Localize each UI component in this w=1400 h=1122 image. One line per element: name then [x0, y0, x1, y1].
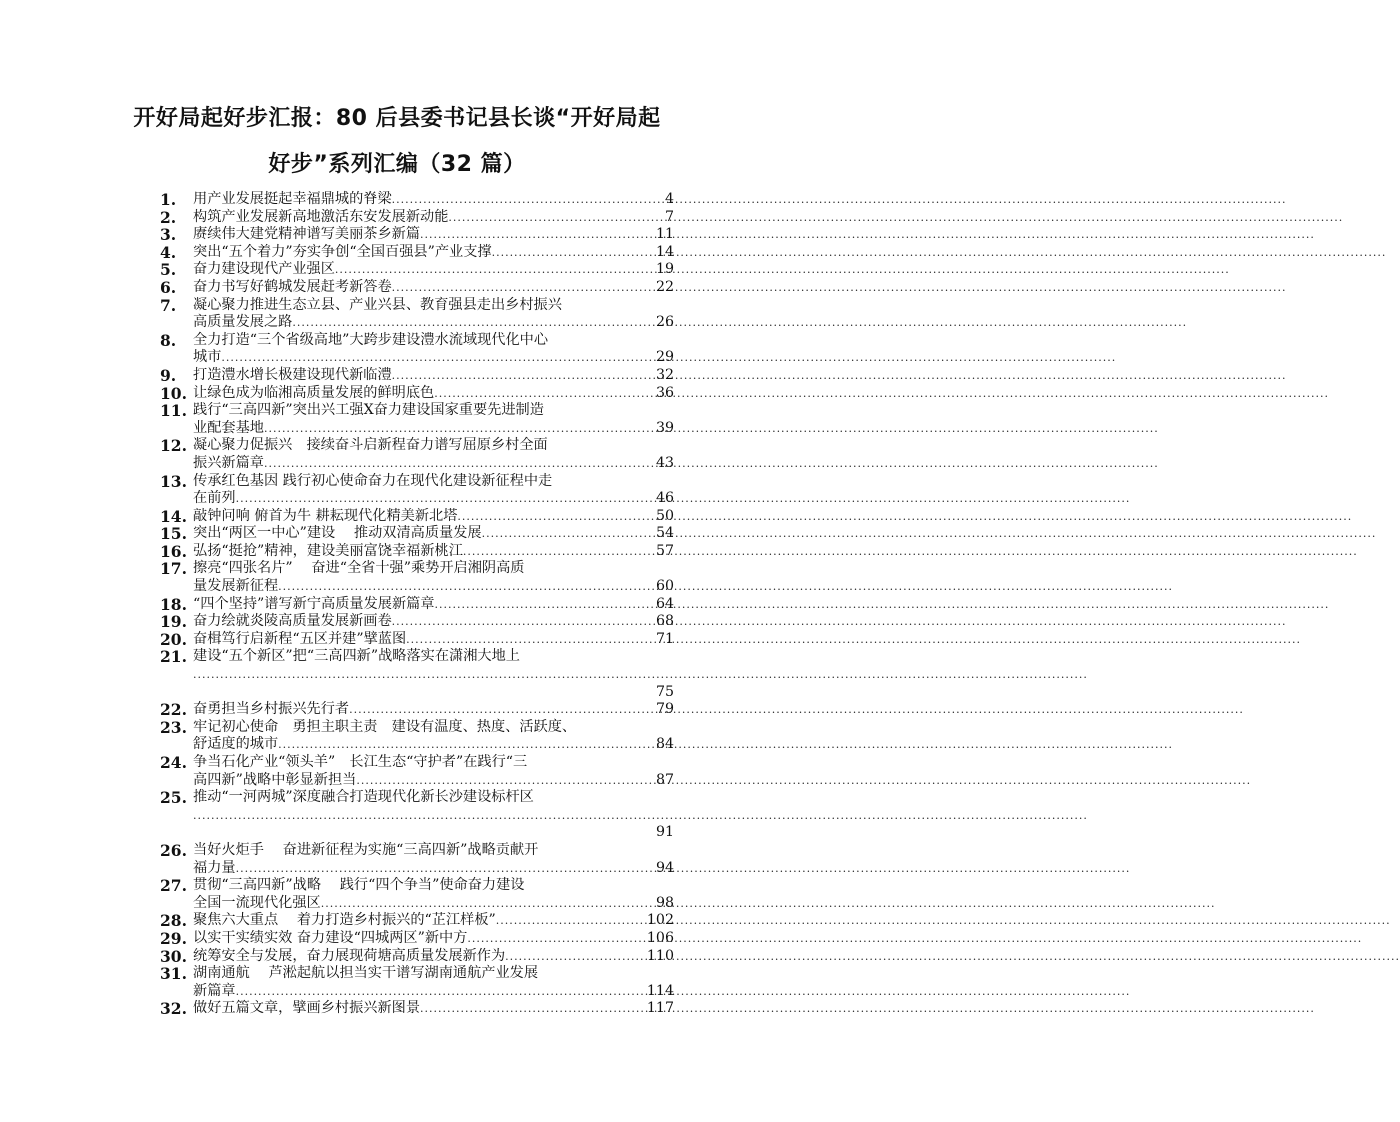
dot-leader: [356, 772, 655, 790]
toc-entry-body: [193, 261, 674, 279]
toc-entry[interactable]: [160, 473, 674, 508]
toc-entry[interactable]: [160, 279, 674, 297]
toc-entry-title: 践行“三高四新”突出兴工强X奋力建设国家重要先进制造: [193, 402, 544, 419]
toc-entry-line: [193, 560, 674, 578]
toc-entry-title: 奋力绘就炎陵高质量发展新画卷: [193, 613, 392, 630]
toc-entry-page: 87: [655, 771, 674, 788]
toc-entry-number: 3.: [160, 225, 177, 245]
toc-entry-body: [193, 297, 674, 332]
toc-entry-body: [193, 596, 674, 614]
toc-entry-number: 28.: [160, 911, 187, 931]
toc-entry-line: [193, 349, 674, 367]
dot-leader: [236, 860, 655, 878]
toc-entry-number: 29.: [160, 928, 187, 948]
toc-entry-number: 20.: [160, 629, 187, 649]
toc-entry-body: [193, 631, 674, 649]
toc-entry-body: [193, 789, 674, 842]
toc-entry-body: [193, 754, 674, 789]
toc-entry-title: 凝心聚力促振兴 接续奋斗启新程奋力谱写屈原乡村全面: [193, 437, 548, 454]
dot-leader: [505, 948, 646, 966]
toc-entry-number: 4.: [160, 242, 177, 262]
toc-entry-number: 5.: [160, 260, 177, 280]
toc-entry-page: 98: [655, 894, 674, 911]
toc-entry-body: [193, 543, 674, 561]
toc-entry-page: 4: [664, 191, 674, 207]
toc-entry-line: [193, 648, 674, 666]
toc-entry-page: 7: [664, 208, 674, 225]
toc-entry-line: [193, 789, 674, 807]
dot-leader: [193, 807, 674, 825]
toc-entry-title: 构筑产业发展新高地激活东安发展新动能: [193, 208, 449, 225]
toc-entry-title: “四个坚持”谱写新宁高质量发展新篇章: [193, 595, 435, 612]
toc-entry-page: 68: [655, 613, 674, 630]
dot-leader: [482, 525, 655, 543]
toc-entry-title: 量发展新征程: [193, 578, 279, 595]
dot-leader: [392, 613, 655, 631]
toc-entry-title: 让绿色成为临湘高质量发展的鲜明底色: [193, 384, 435, 401]
toc-entry-body: [193, 226, 674, 244]
toc-entry-page: 71: [655, 630, 674, 647]
toc-entry-body: [193, 948, 674, 966]
toc-entry-page: 110: [646, 947, 674, 964]
toc-entry-page: 106: [646, 929, 674, 946]
dot-leader: [392, 279, 655, 297]
toc-entry[interactable]: [160, 261, 674, 279]
dot-leader: [236, 983, 646, 1001]
toc-entry-body: [193, 385, 674, 403]
toc-entry-number: 7.: [160, 295, 177, 315]
toc-entry-title: 奋楫笃行启新程“五区并建”擘蓝图: [193, 630, 407, 647]
toc-entry-line: [193, 314, 674, 332]
toc-entry-line: [193, 965, 674, 983]
toc-entry-line: [193, 455, 674, 473]
toc-entry-title: 高质量发展之路: [193, 314, 293, 331]
toc-entry[interactable]: [160, 789, 674, 842]
toc-entry-line: [193, 877, 674, 895]
dot-leader: [278, 736, 655, 754]
toc-entry-line: [193, 912, 674, 930]
toc-entry-line: [193, 948, 674, 966]
toc-entry-body: [193, 437, 674, 472]
toc-entry-title: 敲钟问响 俯首为牛 耕耘现代化精美新北塔: [193, 507, 458, 524]
dot-leader: [392, 367, 655, 385]
toc-entry-page: 26: [655, 314, 674, 331]
toc-entry-number: 10.: [160, 383, 187, 403]
toc-entry-body: [193, 402, 674, 437]
toc-entry[interactable]: [160, 191, 674, 209]
toc-entry-title: 用产业发展挺起幸福鼎城的脊梁: [193, 191, 392, 207]
toc-entry-page: 19: [655, 261, 674, 278]
dot-leader: [349, 701, 655, 719]
toc-entry-line: [193, 279, 674, 297]
toc-entry-page: 114: [646, 982, 674, 999]
toc-entry-body: [193, 508, 674, 526]
toc-entry[interactable]: [160, 543, 674, 561]
toc-entry-body: [193, 244, 674, 262]
toc-entry-number: 18.: [160, 594, 187, 614]
toc-entry-page: 36: [655, 384, 674, 401]
toc-entry-page: 75: [655, 683, 674, 700]
toc-entry-title: 传承红色基因 践行初心使命奋力在现代化建设新征程中走: [193, 472, 553, 489]
toc-entry-line: [193, 666, 674, 684]
toc-entry-line: [193, 261, 674, 279]
toc-entry-body: [193, 613, 674, 631]
toc-entry-title: 舒适度的城市: [193, 736, 279, 753]
dot-leader: [292, 314, 655, 332]
toc-entry[interactable]: [160, 648, 674, 701]
dot-leader: [467, 930, 646, 948]
toc-entry-number: 2.: [160, 207, 177, 227]
toc-entry[interactable]: [160, 332, 674, 367]
toc-entry-title: 以实干实绩实效 奋力建设“四城两区”新中方: [193, 929, 468, 946]
toc-entry[interactable]: [160, 631, 674, 649]
toc-entry-number: 23.: [160, 717, 187, 737]
toc-entry-line: [193, 754, 674, 772]
toc-entry[interactable]: [160, 385, 674, 403]
toc-entry-page: 46: [655, 490, 674, 507]
toc-entry-line: [193, 226, 674, 244]
toc-entry-line: [193, 525, 674, 543]
toc-entry-title: 新篇章: [193, 982, 236, 999]
toc-entry-body: [193, 701, 674, 719]
toc-entry[interactable]: [160, 912, 674, 930]
dot-leader: [435, 596, 655, 614]
dot-leader: [448, 209, 664, 227]
dot-leader: [236, 490, 655, 508]
toc-entry-title: 奋力建设现代产业强区: [193, 261, 335, 278]
toc-entry-page: 94: [655, 859, 674, 876]
toc-entry-title: 业配套基地: [193, 419, 264, 436]
toc-entry-title: 赓续伟大建党精神谱写美丽茶乡新篇: [193, 226, 421, 243]
toc-entry-body: [193, 367, 674, 385]
toc-entry-page: 60: [655, 578, 674, 595]
dot-leader: [264, 455, 655, 473]
dot-leader: [321, 895, 655, 913]
toc-entry-page: 117: [646, 1000, 674, 1017]
toc-entry-line: [193, 209, 674, 227]
toc-entry-title: 聚焦六大重点 着力打造乡村振兴的“芷江样板”: [193, 912, 496, 929]
toc-entry-title: 突出“五个着力”夯实争创“全国百强县”产业支撑: [193, 243, 492, 260]
toc-entry-number: 14.: [160, 506, 187, 526]
toc-entry-number: 12.: [160, 436, 187, 456]
toc-entry-title: 建设“五个新区”把“三高四新”战略落实在潇湘大地上: [193, 648, 520, 665]
toc-entry-title: 做好五篇文章，擘画乡村振兴新图景: [193, 1000, 421, 1017]
document-title: [100, 96, 694, 188]
toc-entry-number: 1.: [160, 190, 177, 209]
dot-leader: [434, 385, 655, 403]
toc-entry-number: 8.: [160, 330, 177, 350]
toc-entry-number: 9.: [160, 365, 177, 385]
toc-entry-line: [193, 631, 674, 649]
dot-leader: [492, 244, 655, 262]
toc-entry-line: [193, 191, 674, 209]
toc-entry-number: 24.: [160, 753, 187, 772]
toc-entry-line: [193, 895, 674, 913]
dot-leader: [457, 508, 655, 526]
toc-entry-title: 争当石化产业“领头羊” 长江生态“守护者”在践行“三: [193, 754, 528, 770]
toc-entry[interactable]: [160, 402, 674, 437]
toc-entry-line: [193, 930, 674, 948]
dot-leader: [264, 420, 655, 438]
toc-entry-number: 19.: [160, 612, 187, 632]
toc-entry-number: 31.: [160, 964, 187, 984]
toc-entry-page: 43: [655, 454, 674, 471]
toc-entry-title: 湖南通航 芦淞起航以担当实干谱写湖南通航产业发展: [193, 965, 539, 982]
toc-entry-line: [193, 1000, 674, 1018]
toc-entry-title: 突出“两区一中心”建设 推动双清高质量发展: [193, 525, 482, 542]
table-of-contents: [160, 191, 674, 1018]
toc-entry-line: [193, 860, 674, 878]
toc-entry[interactable]: [160, 965, 674, 1000]
toc-entry-number: 21.: [160, 647, 187, 667]
toc-entry-title: 牢记初心使命 勇担主职主责 建设有温度、热度、活跃度、: [193, 718, 577, 735]
toc-entry-number: 6.: [160, 277, 177, 297]
toc-entry-line: [193, 701, 674, 719]
dot-leader: [193, 666, 674, 684]
toc-entry-body: [193, 648, 674, 701]
toc-entry-page: 84: [655, 736, 674, 753]
toc-entry-line: [193, 402, 674, 420]
toc-entry-body: [193, 1000, 674, 1018]
toc-entry-page: 11: [655, 226, 674, 243]
toc-entry-title: 城市: [193, 349, 222, 366]
toc-entry-title: 福力量: [193, 859, 236, 876]
dot-leader: [463, 543, 655, 561]
toc-entry-number: 22.: [160, 700, 187, 720]
toc-entry-title: 振兴新篇章: [193, 454, 264, 471]
toc-entry[interactable]: [160, 525, 674, 543]
title-line-2: 好步”系列汇编（32 篇）: [268, 152, 526, 177]
toc-entry-line: [193, 332, 674, 350]
toc-entry[interactable]: [160, 367, 674, 385]
toc-entry-body: [193, 965, 674, 1000]
toc-entry-page: 64: [655, 595, 674, 612]
toc-entry-body: [193, 209, 674, 227]
toc-entry-line: [193, 385, 674, 403]
toc-entry-line: [193, 772, 674, 790]
toc-entry-page: 102: [646, 912, 674, 929]
toc-entry-number: 17.: [160, 559, 187, 579]
toc-entry-page: 14: [655, 243, 674, 260]
toc-entry-body: [193, 719, 674, 754]
toc-entry-line: [193, 983, 674, 1001]
toc-entry-number: 11.: [160, 401, 187, 421]
toc-entry-title: 当好火炬手 奋进新征程为实施“三高四新”战略贡献开: [193, 841, 539, 858]
toc-entry[interactable]: [160, 297, 674, 332]
toc-entry[interactable]: [160, 437, 674, 472]
toc-entry-line: [193, 490, 674, 508]
toc-entry-page: 54: [655, 525, 674, 542]
toc-entry-page: 32: [655, 366, 674, 383]
toc-entry[interactable]: [160, 226, 674, 244]
toc-entry-body: [193, 842, 674, 877]
toc-entry[interactable]: [160, 930, 674, 948]
dot-leader: [278, 578, 655, 596]
toc-entry-title: 在前列: [193, 490, 236, 507]
toc-entry-body: [193, 930, 674, 948]
title-line-1: 开好局起好步汇报：80 后县委书记县长谈“开好局起: [133, 106, 661, 131]
toc-entry-title: 全力打造“三个省级高地”大跨步建设澧水流域现代化中心: [193, 331, 549, 348]
toc-entry-line: [193, 807, 674, 825]
toc-entry[interactable]: [160, 613, 674, 631]
toc-entry-number: 27.: [160, 876, 187, 896]
toc-entry[interactable]: [160, 842, 674, 877]
toc-entry[interactable]: [160, 948, 674, 966]
toc-entry-title: 奋勇担当乡村振兴先行者: [193, 701, 350, 718]
toc-entry-line: [193, 736, 674, 754]
toc-entry[interactable]: [160, 596, 674, 614]
toc-entry-body: [193, 525, 674, 543]
toc-entry-title: 擦亮“四张名片” 奋进“全省十强”乘势开启湘阴高质: [193, 560, 525, 577]
toc-entry-title: 推动“一河两城”深度融合打造现代化新长沙建设标杆区: [193, 789, 534, 806]
toc-entry-title: 奋力书写好鹤城发展赶考新答卷: [193, 278, 392, 295]
toc-entry-line: [193, 578, 674, 596]
toc-entry-line: [193, 244, 674, 262]
toc-entry-page: 29: [655, 349, 674, 366]
dot-leader: [420, 1000, 646, 1018]
dot-leader: [335, 261, 655, 279]
toc-entry[interactable]: [160, 1000, 674, 1018]
toc-entry-line: [193, 437, 674, 455]
toc-entry-page: 91: [655, 824, 674, 841]
toc-entry-number: 16.: [160, 541, 187, 561]
dot-leader: [496, 912, 646, 930]
dot-leader: [392, 191, 664, 209]
dot-leader: [221, 349, 655, 367]
toc-entry[interactable]: [160, 877, 674, 912]
toc-entry-line: [193, 719, 674, 737]
toc-entry-line: [193, 508, 674, 526]
toc-entry-title: 打造澧水增长极建设现代新临澧: [193, 366, 392, 383]
toc-entry-title: 贯彻“三高四新”战略 践行“四个争当”使命奋力建设: [193, 877, 525, 894]
toc-entry[interactable]: [160, 719, 674, 754]
toc-entry[interactable]: [160, 508, 674, 526]
toc-entry-page: 39: [655, 419, 674, 436]
toc-entry-number: 25.: [160, 788, 187, 808]
toc-entry-title: 统筹安全与发展，奋力展现荷塘高质量发展新作为: [193, 947, 506, 964]
toc-entry-body: [193, 332, 674, 367]
toc-entry-body: [193, 560, 674, 595]
toc-entry[interactable]: [160, 209, 674, 227]
toc-entry-line: [193, 367, 674, 385]
toc-entry-title: 高四新”战略中彰显新担当: [193, 771, 357, 788]
toc-entry-number: 15.: [160, 524, 187, 544]
toc-entry[interactable]: [160, 754, 674, 789]
toc-entry-line: [193, 420, 674, 438]
toc-entry-line: [193, 473, 674, 491]
toc-entry-line: [193, 596, 674, 614]
toc-entry-line: [193, 297, 674, 315]
toc-entry-line: [193, 543, 674, 561]
toc-entry-line: [193, 842, 674, 860]
toc-entry-number: 26.: [160, 840, 187, 860]
toc-entry[interactable]: [160, 560, 674, 595]
toc-entry[interactable]: [160, 244, 674, 262]
toc-entry-number: 30.: [160, 946, 187, 966]
toc-entry-page: 79: [655, 701, 674, 718]
toc-entry-body: [193, 279, 674, 297]
toc-entry-title: 弘扬“挺抢”精神，建设美丽富饶幸福新桃江: [193, 542, 463, 559]
toc-entry-page: 22: [655, 278, 674, 295]
toc-entry-line: [193, 613, 674, 631]
toc-entry-body: [193, 912, 674, 930]
toc-entry[interactable]: [160, 701, 674, 719]
dot-leader: [420, 226, 655, 244]
toc-entry-number: 13.: [160, 471, 187, 491]
toc-entry-body: [193, 473, 674, 508]
toc-entry-title: 全国一流现代化强区: [193, 894, 321, 911]
dot-leader: [406, 631, 655, 649]
toc-entry-number: 32.: [160, 999, 187, 1019]
toc-entry-page: 57: [655, 542, 674, 559]
toc-entry-body: [193, 191, 674, 209]
toc-entry-body: [193, 877, 674, 912]
toc-entry-page: 50: [655, 507, 674, 524]
toc-entry-title: 凝心聚力推进生态立县、产业兴县、教育强县走出乡村振兴: [193, 296, 562, 313]
